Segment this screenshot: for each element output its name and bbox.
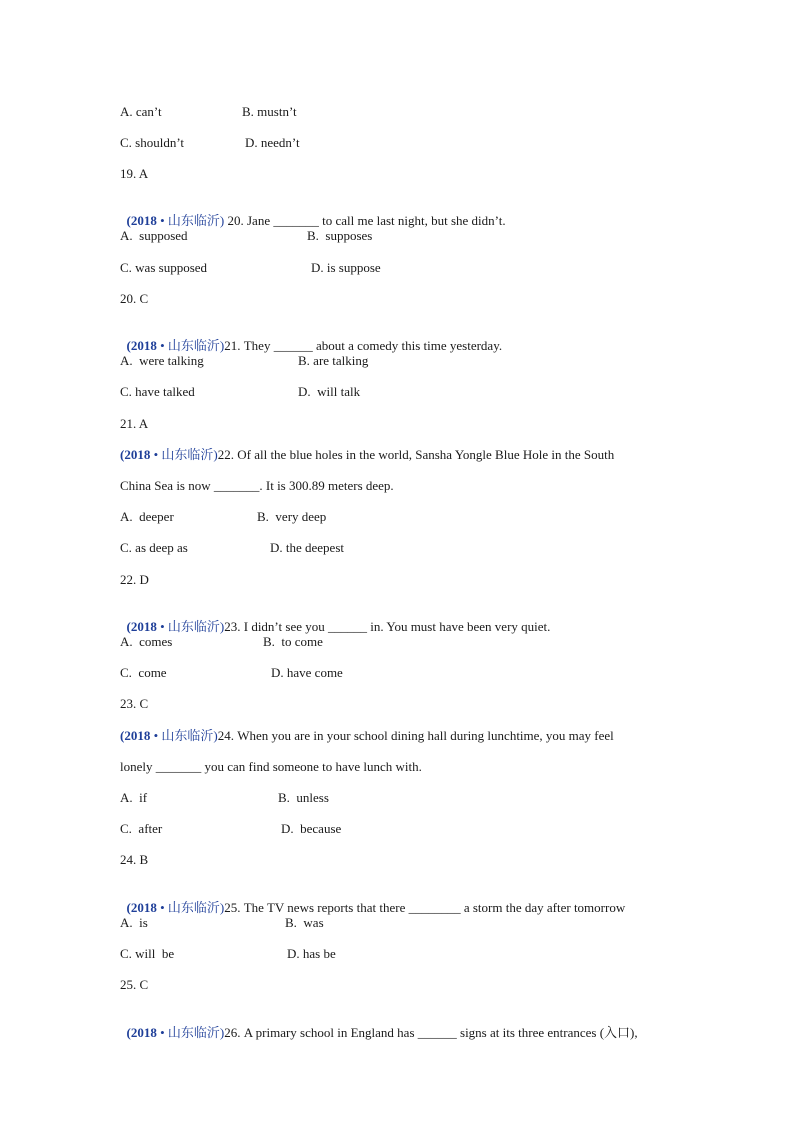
q24-option-b: B. unless	[278, 790, 329, 805]
q24-option-a: A. if	[120, 790, 148, 805]
q22-option-c: C. as deep as	[120, 540, 188, 555]
q24-question	[120, 728, 674, 744]
q25-question	[120, 884, 625, 916]
q21-option-c: C. have talked	[120, 384, 195, 399]
q22-option-d: D. the deepest	[270, 540, 345, 555]
q21-source-location: • 山东临沂)	[156, 338, 225, 353]
q25-stem: 25. The TV news reports that there ________ a storm the day after tomorrow	[224, 900, 626, 915]
q20-stem: 20. Jane _______ to call me last night, but she didn’t.	[224, 213, 506, 228]
q25-option-a: A. is	[120, 915, 148, 930]
q26-stem: 26. A primary school in England has ______ signs at its three entrances (入口),	[224, 1025, 638, 1040]
q26-question	[120, 1009, 638, 1041]
q22-source	[120, 447, 218, 462]
q21-option-a: A. were talking	[120, 353, 204, 368]
q21-question	[120, 322, 502, 354]
q21-option-d: D. will talk	[298, 384, 361, 399]
q25-source	[127, 900, 225, 915]
q25-source-location: • 山东临沂)	[156, 900, 225, 915]
q21-source-year: (2018	[126, 338, 157, 353]
q20-source	[127, 213, 225, 228]
q22-option-a: A. deeper	[120, 509, 174, 524]
q25-source-year: (2018	[126, 900, 157, 915]
q22-source-location: • 山东临沂)	[150, 447, 218, 462]
q19-option-b: B. mustn’t	[242, 104, 297, 119]
q24-stem-line2: lonely _______ you can find someone to have lunch with.	[120, 759, 422, 774]
q23-option-d: D. have come	[271, 665, 343, 680]
q22-stem-line1: 22. Of all the blue holes in the world, Sansha Yongle Blue Hole in the South	[217, 447, 615, 462]
q25-option-b: B. was	[285, 915, 324, 930]
q23-source-year: (2018	[126, 619, 157, 634]
q24-option-d: D. because	[281, 821, 342, 836]
q22-option-b: B. very deep	[257, 509, 327, 524]
q20-option-a: A. supposed	[120, 228, 188, 243]
q23-source	[127, 619, 225, 634]
q19-option-c: C. shouldn’t	[120, 135, 185, 150]
q26-source	[127, 1025, 225, 1040]
q26-source-location: • 山东临沂)	[156, 1025, 225, 1040]
q19-option-d: D. needn’t	[245, 135, 300, 150]
q20-question	[120, 197, 506, 229]
q20-source-year: (2018	[126, 213, 157, 228]
q26-source-year: (2018	[126, 1025, 157, 1040]
q22-stem-line2: China Sea is now _______. It is 300.89 meters deep.	[120, 478, 394, 493]
q21-source	[127, 338, 225, 353]
q23-option-c: C. come	[120, 665, 167, 680]
q20-option-b: B. supposes	[307, 228, 373, 243]
q24-answer: 24. B	[120, 852, 149, 867]
q23-question	[120, 603, 550, 635]
q24-stem-line1: 24. When you are in your school dining hall during lunchtime, you may feel	[217, 728, 614, 743]
q19-option-a: A. can’t	[120, 104, 162, 119]
q20-answer: 20. C	[120, 291, 149, 306]
q20-option-c: C. was supposed	[120, 260, 208, 275]
q22-source-year: (2018	[120, 447, 151, 462]
q24-source-year: (2018	[120, 728, 151, 743]
q22-answer: 22. D	[120, 572, 149, 587]
q21-stem: 21. They ______ about a comedy this time yesterday.	[224, 338, 503, 353]
q23-answer: 23. C	[120, 696, 149, 711]
q21-answer: 21. A	[120, 416, 149, 431]
q23-option-a: A. comes	[120, 634, 173, 649]
q24-source	[120, 728, 218, 743]
q25-option-d: D. has be	[287, 946, 336, 961]
q25-answer: 25. C	[120, 977, 149, 992]
q25-option-c: C. will be	[120, 946, 175, 961]
q23-source-location: • 山东临沂)	[156, 619, 225, 634]
q20-option-d: D. is suppose	[311, 260, 381, 275]
q20-source-location: • 山东临沂)	[156, 213, 225, 228]
q23-stem: 23. I didn’t see you ______ in. You must have been very quiet.	[224, 619, 551, 634]
q22-question	[120, 447, 674, 463]
q23-option-b: B. to come	[263, 634, 323, 649]
q19-answer: 19. A	[120, 166, 149, 181]
q21-option-b: B. are talking	[298, 353, 369, 368]
q24-option-c: C. after	[120, 821, 163, 836]
q24-source-location: • 山东临沂)	[150, 728, 218, 743]
